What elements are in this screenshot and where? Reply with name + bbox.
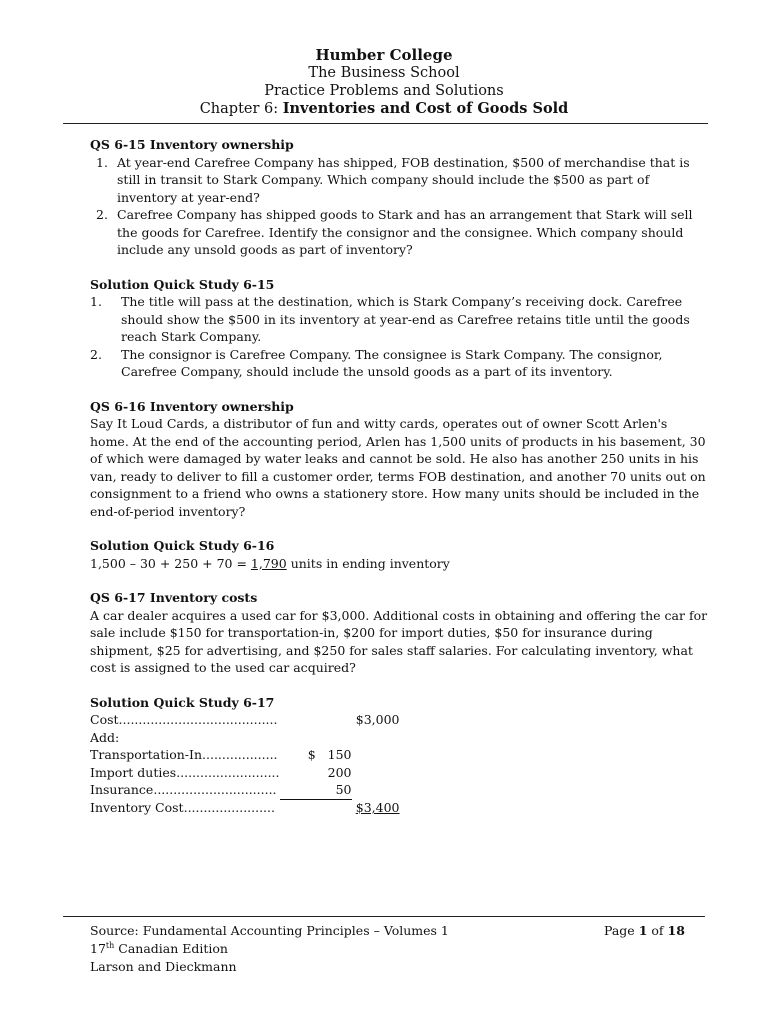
list-item xyxy=(90,293,710,346)
solution-6-16-formula xyxy=(90,555,710,573)
total-cell xyxy=(352,729,400,747)
page-total: 18 xyxy=(667,923,685,938)
row-label: Transportation-In xyxy=(90,747,203,762)
list-text: The title will pass at the destination, which is Stark Company’s receiving dock. Carefree should show the $500 in its inventory at year-end as Carefree retains title until the goods reach Stark Company. xyxy=(121,294,690,344)
table-row xyxy=(90,781,400,799)
total-cell xyxy=(352,764,400,782)
leader-dots: ............................... xyxy=(153,782,277,797)
list-number: 1. xyxy=(90,294,102,309)
list-text: The consignor is Carefree Company. The consignee is Stark Company. The consignor, Carefree Company, should include the unsold goods as a part of its inventory. xyxy=(121,346,663,379)
list-item xyxy=(90,346,710,381)
qs-6-15-list xyxy=(90,154,710,259)
document-footer xyxy=(90,922,690,976)
table-row xyxy=(90,764,400,782)
edition-number: 17 xyxy=(90,941,106,956)
chapter-heading xyxy=(0,100,768,118)
inventory-cost-table xyxy=(90,711,400,817)
total-cell xyxy=(352,746,400,764)
formula-text: 1,500 – 30 + 250 + 70 = xyxy=(90,555,251,571)
school-name: The Business School xyxy=(308,65,460,81)
list-number: 2. xyxy=(96,207,108,222)
footer-divider xyxy=(63,916,705,917)
table-row xyxy=(90,729,400,747)
list-item xyxy=(90,206,710,259)
row-label: Inventory Cost xyxy=(90,800,184,815)
table-row xyxy=(90,746,400,764)
qs-6-16-text: Say It Loud Cards, a distributor of fun and witty cards, operates out of owner Scott Arlen's home. At the end of the accounting period, Arlen has 1,500 units of products in his basement, 30 of which were damaged by water leaks and cannot be sold. He also has another 250 units in his van, ready to deliver to fill a customer order, terms FOB destination, and another 70 units out on consignment to a friend who owns a stationery store. How many units should be included in the end-of-period inventory? xyxy=(90,416,706,519)
total-cell xyxy=(352,781,400,799)
qs-6-15-title: QS 6-15 Inventory ownership xyxy=(90,137,294,152)
qs-6-16-title: QS 6-16 Inventory ownership xyxy=(90,398,294,414)
formula-result: 1,790 xyxy=(250,555,287,571)
solution-6-17-title: Solution Quick Study 6-17 xyxy=(90,694,275,710)
document-subtitle: Practice Problems and Solutions xyxy=(264,83,504,99)
solution-6-15-title: Solution Quick Study 6-15 xyxy=(90,276,275,292)
page-current: 1 xyxy=(638,923,648,938)
list-text: Carefree Company has shipped goods to Stark and has an arrangement that Stark will sell the goods for Carefree. Identify the consignor and the consignee. Which company should include any unsold goods as part of inventory? xyxy=(117,207,693,257)
leader-dots: .......................... xyxy=(176,764,280,780)
amount-cell xyxy=(280,729,352,747)
list-text: At year-end Carefree Company has shipped, FOB destination, $500 of merchandise that is still in transit to Stark Company. Which company should include the $500 as part of inventory at year-end? xyxy=(117,154,690,205)
main-content xyxy=(90,136,710,817)
page-label: Page xyxy=(604,923,639,938)
solution-6-15-list xyxy=(90,293,710,381)
total-cell: $3,000 xyxy=(355,712,400,727)
chapter-prefix: Chapter 6: xyxy=(199,101,283,117)
row-label: Add: xyxy=(90,729,120,745)
qs-6-17-text: A car dealer acquires a used car for $3,000. Additional costs in obtaining and offering the car for sale include $150 for transportation-in, $200 for import duties, $50 for insurance during shipment, $25 for advertising, and $250 for sales staff salaries. For calculating inventory, what cost is assigned to the used car acquired? xyxy=(90,607,708,675)
chapter-title: Inventories and Cost of Goods Sold xyxy=(282,100,569,117)
table-row xyxy=(90,711,400,729)
leader-dots: ................... xyxy=(202,747,278,762)
amount-cell xyxy=(280,799,352,817)
solution-6-16-title: Solution Quick Study 6-16 xyxy=(90,538,275,553)
footer-source: Source: Fundamental Accounting Principles – Volumes 1 xyxy=(90,923,449,938)
row-label: Insurance xyxy=(90,782,154,797)
total-cell: $3,400 xyxy=(355,800,400,815)
list-item xyxy=(90,154,710,207)
list-number: 1. xyxy=(96,154,108,170)
edition-text: Canadian Edition xyxy=(114,941,228,956)
footer-authors: Larson and Dieckmann xyxy=(90,959,237,974)
formula-suffix: units in ending inventory xyxy=(286,555,450,571)
leader-dots: ....................... xyxy=(183,800,275,815)
list-number: 2. xyxy=(90,346,102,362)
row-label: Cost xyxy=(90,712,119,727)
page-number xyxy=(604,922,685,940)
header-divider xyxy=(63,123,708,124)
edition-superscript: th xyxy=(105,941,115,950)
page-of: of xyxy=(647,923,668,938)
amount-cell: 50 xyxy=(280,781,352,799)
table-row xyxy=(90,799,400,817)
qs-6-17-title: QS 6-17 Inventory costs xyxy=(90,590,258,605)
document-header xyxy=(0,46,768,118)
institution-name: Humber College xyxy=(315,46,453,64)
row-label: Import duties xyxy=(90,764,177,780)
footer-edition xyxy=(90,940,690,958)
amount-cell xyxy=(280,711,352,729)
leader-dots: ........................................ xyxy=(118,712,278,727)
amount-cell: 200 xyxy=(327,764,352,780)
amount-cell: $ 150 xyxy=(307,747,352,762)
